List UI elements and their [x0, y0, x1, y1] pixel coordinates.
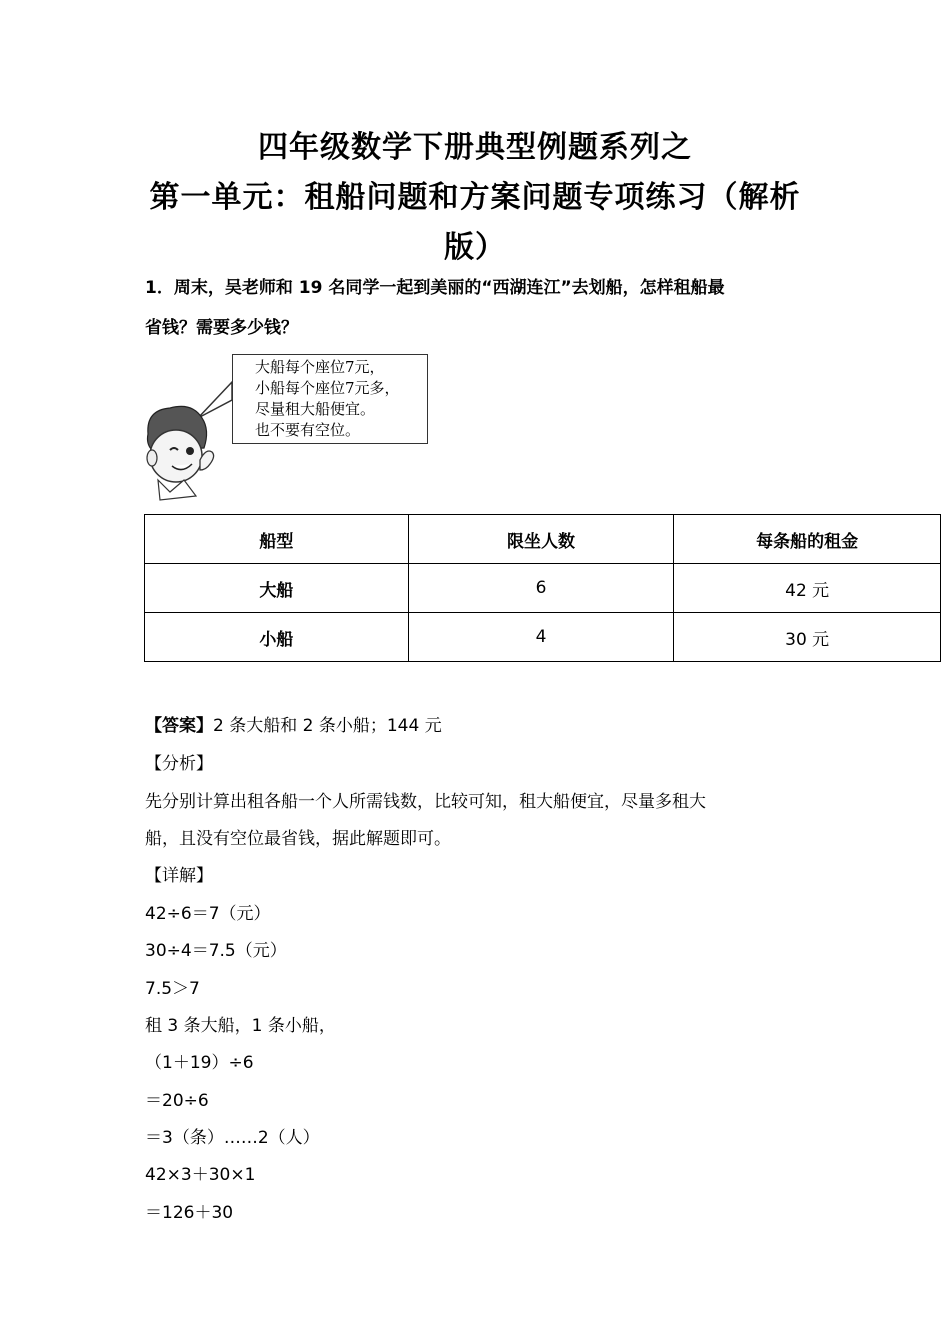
detail-step: ＝126＋30: [145, 1203, 234, 1223]
detail-step: 租 3 条大船，1 条小船，: [145, 1016, 336, 1036]
speech-bubble-line: 小船每个座位7元多，: [255, 379, 400, 397]
question-text-line-2: 省钱？需要多少钱？: [145, 318, 298, 338]
detail-step: 42÷6＝7（元）: [145, 904, 271, 924]
answer-text: 2 条大船和 2 条小船；144 元: [213, 716, 442, 736]
detail-label: 【详解】: [145, 866, 213, 886]
table-header-cell: 限坐人数: [408, 515, 674, 564]
table-row: [145, 564, 941, 613]
analysis-text-line-1: 先分别计算出租各船一个人所需钱数，比较可知，租大船便宜，尽量多租大: [145, 792, 706, 812]
answer-line: [145, 711, 442, 736]
analysis-label: 【分析】: [145, 754, 213, 774]
table-cell: 30 元: [674, 613, 941, 662]
page-title-line-2: 第一单元：租船问题和方案问题专项练习（解析: [149, 180, 801, 215]
detail-step: 7.5＞7: [145, 979, 200, 999]
detail-step: 42×3＋30×1: [145, 1165, 256, 1185]
table-cell: 小船: [145, 613, 409, 662]
table-cell: 6: [408, 564, 674, 613]
speech-bubble-line: 也不要有空位。: [255, 421, 361, 439]
detail-step: ＝20÷6: [145, 1091, 209, 1111]
boat-rental-table: [144, 514, 941, 662]
detail-step: 30÷4＝7.5（元）: [145, 941, 287, 961]
question-text-line-1: 1．周末，吴老师和 19 名同学一起到美丽的“西湖连江”去划船，怎样租船最: [145, 278, 725, 298]
answer-label: 【答案】: [145, 716, 213, 736]
speech-bubble-line: 大船每个座位7元，: [255, 358, 385, 376]
analysis-text-line-2: 船，且没有空位最省钱，据此解题即可。: [145, 829, 451, 849]
table-row: [145, 613, 941, 662]
table-cell: 4: [408, 613, 674, 662]
page-title-line-3: 版）: [444, 230, 506, 265]
page-title-line-1: 四年级数学下册典型例题系列之: [258, 130, 692, 165]
table-header-row: [145, 515, 941, 564]
table-header-cell: 每条船的租金: [674, 515, 941, 564]
speech-bubble-line: 尽量租大船便宜。: [255, 400, 376, 418]
table-header-cell: 船型: [145, 515, 409, 564]
detail-step: ＝3（条）……2（人）: [145, 1128, 320, 1148]
table-cell: 42 元: [674, 564, 941, 613]
detail-step: （1＋19）÷6: [145, 1053, 254, 1073]
table-cell: 大船: [145, 564, 409, 613]
speech-bubble: [232, 354, 428, 444]
